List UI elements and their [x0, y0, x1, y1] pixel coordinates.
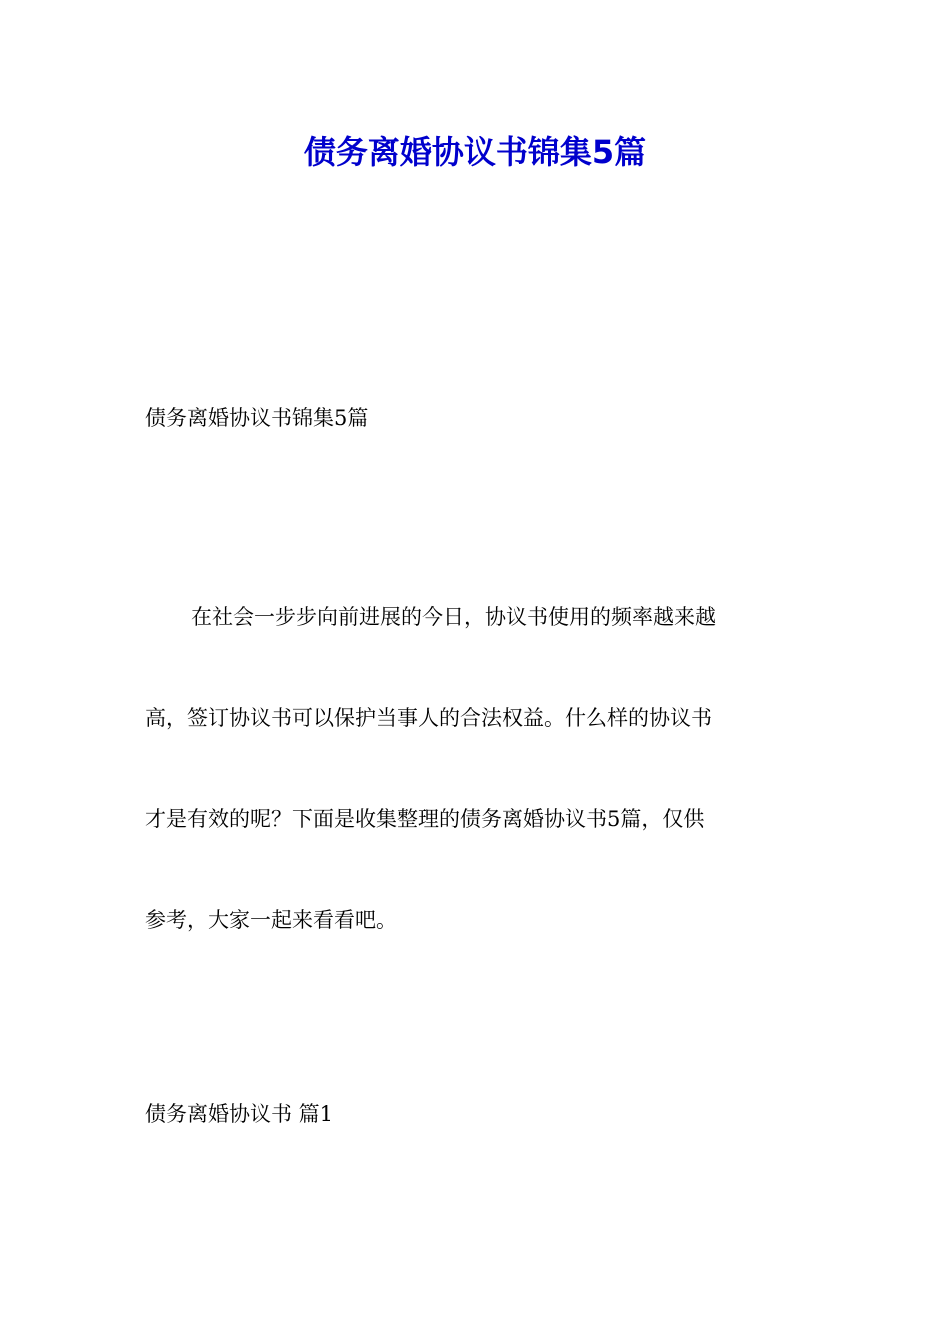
- intro-line: 参考，大家一起来看看吧。: [145, 908, 397, 932]
- intro-paragraph: [145, 600, 716, 1004]
- intro-line: 高，签订协议书可以保护当事人的合法权益。什么样的协议书: [145, 706, 712, 730]
- intro-line: 才是有效的呢？下面是收集整理的债务离婚协议书5篇，仅供: [145, 807, 705, 831]
- section-heading: 债务离婚协议书 篇1: [145, 1102, 334, 1126]
- intro-line: 在社会一步步向前进展的今日，协议书使用的频率越来越: [191, 605, 716, 629]
- document-subtitle: 债务离婚协议书锦集5篇: [145, 406, 369, 430]
- document-title: 债务离婚协议书锦集5篇: [303, 133, 647, 171]
